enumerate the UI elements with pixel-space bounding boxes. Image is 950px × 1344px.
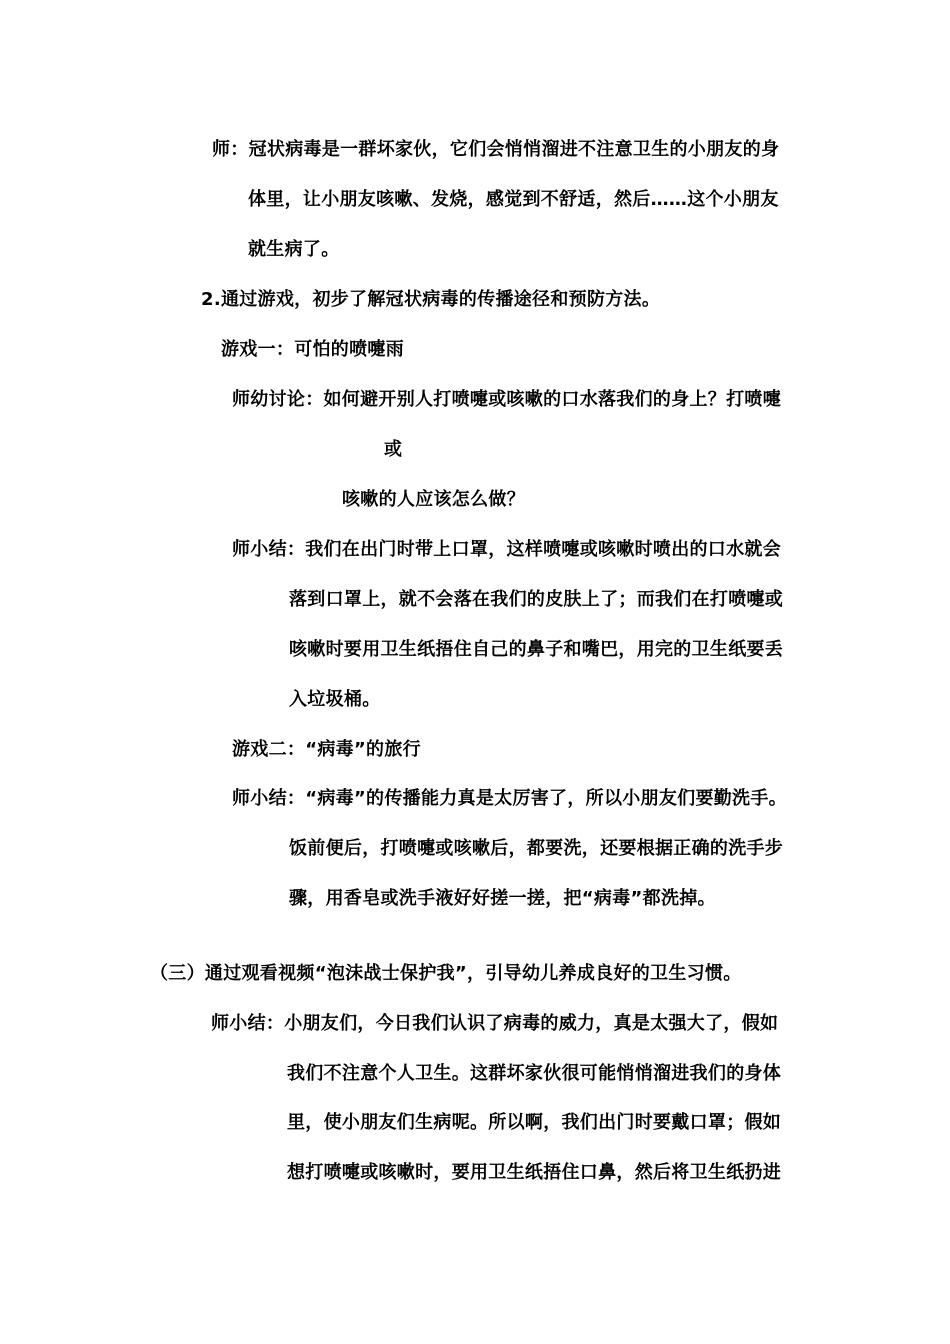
text-line: 师小结：小朋友们，今日我们认识了病毒的威力，真是太强大了，假如 [211, 1013, 779, 1034]
text-line: 落到口罩上，就不会落在我们的皮肤上了；而我们在打喷嚏或 [289, 589, 784, 610]
section-heading: （三）通过观看视频“泡沫战士保护我”，引导幼儿养成良好的卫生习惯。 [150, 963, 742, 984]
game-heading: 游戏二：“病毒”的旅行 [232, 739, 421, 760]
text-line: 师幼讨论：如何避开别人打喷嚏或咳嗽的口水落我们的身上？打喷嚏 [232, 389, 781, 410]
text-line: 饭前便后，打喷嚏或咳嗽后，都要洗，还要根据正确的洗手步 [289, 838, 784, 859]
text-line: 师小结：“病毒”的传播能力真是太厉害了，所以小朋友们要勤洗手。 [232, 788, 787, 809]
text-line: 师：冠状病毒是一群坏家伙，它们会悄悄溜进不注意卫生的小朋友的身 [212, 139, 780, 160]
text-line: 骤，用香皂或洗手液好好搓一搓，把“病毒”都洗掉。 [289, 888, 716, 909]
text-line: 咳嗽时要用卫生纸捂住自己的鼻子和嘴巴，用完的卫生纸要丢 [289, 639, 784, 660]
text-line: 想打喷嚏或咳嗽时，要用卫生纸捂住口鼻，然后将卫生纸扔进 [287, 1162, 782, 1183]
text-line: 或 [384, 439, 403, 460]
text-line: 体里，让小朋友咳嗽、发烧，感觉到不舒适，然后……这个小朋友 [248, 189, 779, 210]
text-line: 里，使小朋友们生病呢。所以啊，我们出门时要戴口罩；假如 [287, 1112, 782, 1133]
text-line: 师小结：我们在出门时带上口罩，这样喷嚏或咳嗽时喷出的口水就会 [232, 539, 781, 560]
game-heading: 游戏一：可怕的喷嚏雨 [221, 339, 404, 360]
text-line: 入垃圾桶。 [289, 689, 381, 710]
section-heading: 2.通过游戏，初步了解冠状病毒的传播途径和预防方法。 [201, 289, 661, 310]
text-line: 咳嗽的人应该怎么做？ [342, 489, 525, 510]
text-line: 我们不注意个人卫生。这群坏家伙很可能悄悄溜进我们的身体 [287, 1063, 782, 1084]
text-line: 就生病了。 [248, 239, 340, 260]
